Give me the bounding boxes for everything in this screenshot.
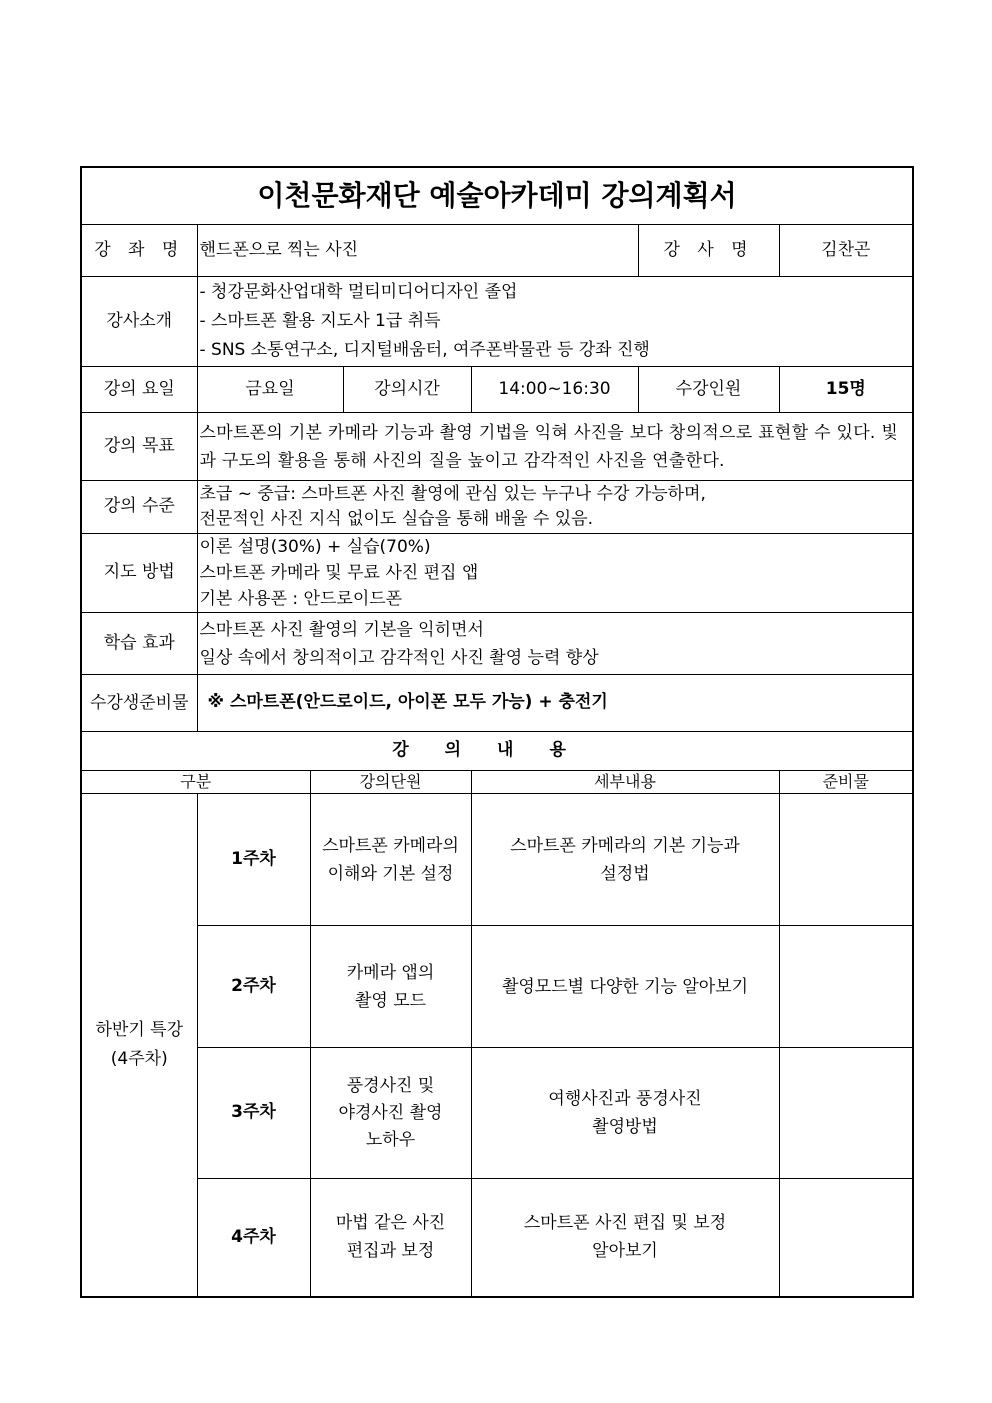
learning-effect-value <box>197 613 913 675</box>
week-materials <box>779 1048 913 1179</box>
effect-row <box>81 613 913 675</box>
week-row <box>81 1179 913 1297</box>
detail-line: 스마트폰 카메라의 기본 기능과 <box>510 835 740 856</box>
category-label: 하반기 특강 <box>95 1019 183 1040</box>
category-cell <box>81 794 197 1297</box>
learning-effect-label: 학습 효과 <box>81 613 197 675</box>
lecture-day-value: 금요일 <box>197 367 343 413</box>
level-line: 초급 ~ 중급: 스마트폰 사진 촬영에 관심 있는 누구나 수강 가능하며, <box>199 484 706 504</box>
intro-line: - 청강문화산업대학 멀티미디어디자인 졸업 <box>199 282 518 302</box>
effect-line: 스마트폰 사진 촬영의 기본을 익히면서 <box>199 619 484 640</box>
week-materials <box>779 794 913 926</box>
method-line: 스마트폰 카메라 및 무료 사진 편집 앱 <box>199 563 479 583</box>
unit-line: 마법 같은 사진 <box>335 1213 446 1234</box>
course-name-label: 강 좌 명 <box>81 225 197 277</box>
week-row <box>81 1048 913 1179</box>
detail-line: 촬영방법 <box>592 1117 658 1137</box>
lecture-plan-table <box>80 166 914 1298</box>
lecture-content-heading: 강의내용 <box>81 732 913 771</box>
detail-line: 촬영모드별 다양한 기능 알아보기 <box>501 976 749 997</box>
week-label: 4주차 <box>197 1179 310 1297</box>
week-detail <box>471 926 779 1048</box>
category-sub: (4주차) <box>110 1048 168 1069</box>
header-detail: 세부내용 <box>471 771 779 794</box>
unit-line: 카메라 앱의 <box>346 962 435 983</box>
method-row <box>81 534 913 613</box>
detail-line: 스마트폰 사진 편집 및 보정 <box>523 1213 727 1234</box>
week-label: 1주차 <box>197 794 310 926</box>
document-title: 이천문화재단 예술아카데미 강의계획서 <box>81 167 913 225</box>
level-line: 전문적인 사진 지식 없이도 실습을 통해 배울 수 있음. <box>199 509 593 529</box>
teaching-method-label: 지도 방법 <box>81 534 197 613</box>
week-unit <box>310 1048 471 1179</box>
prep-row <box>81 675 913 732</box>
method-line: 기본 사용폰 : 안드로이드폰 <box>199 589 403 609</box>
goal-row <box>81 413 913 481</box>
lecture-goal-label: 강의 목표 <box>81 413 197 481</box>
lecture-day-label: 강의 요일 <box>81 367 197 413</box>
detail-line: 여행사진과 풍경사진 <box>548 1089 702 1109</box>
header-materials: 준비물 <box>779 771 913 794</box>
lecture-level-label: 강의 수준 <box>81 481 197 534</box>
lecture-goal-value: 스마트폰의 기본 카메라 기능과 촬영 기법을 익혀 사진을 보다 창의적으로 표현할 수 있다. 빛과 구도의 활용을 통해 사진의 질을 높이고 감각적인 사진을 연출한다. <box>197 413 913 481</box>
lecture-time-label: 강의시간 <box>343 367 471 413</box>
instructor-value: 김찬곤 <box>779 225 913 277</box>
header-category: 구분 <box>81 771 310 794</box>
week-detail <box>471 1048 779 1179</box>
week-label: 3주차 <box>197 1048 310 1179</box>
schedule-row <box>81 367 913 413</box>
week-unit <box>310 1179 471 1297</box>
lecture-plan-document <box>80 166 912 1298</box>
unit-line: 노하우 <box>365 1129 416 1150</box>
intro-line: - 스마트폰 활용 지도사 1급 취득 <box>199 311 441 331</box>
unit-line: 이해와 기본 설정 <box>327 863 454 884</box>
lecture-level-value <box>197 481 913 534</box>
content-section-row <box>81 732 913 771</box>
unit-line: 야경사진 촬영 <box>338 1102 443 1123</box>
effect-line: 일상 속에서 창의적이고 감각적인 사진 촬영 능력 향상 <box>199 647 599 668</box>
title-row <box>81 167 913 225</box>
level-row <box>81 481 913 534</box>
week-detail <box>471 1179 779 1297</box>
week-unit <box>310 794 471 926</box>
week-row <box>81 794 913 926</box>
method-line: 이론 설명(30%) + 실습(70%) <box>199 537 431 557</box>
course-name-value: 핸드폰으로 찍는 사진 <box>197 225 638 277</box>
detail-line: 알아보기 <box>592 1241 658 1262</box>
week-unit <box>310 926 471 1048</box>
week-detail <box>471 794 779 926</box>
content-header-row <box>81 771 913 794</box>
week-label: 2주차 <box>197 926 310 1048</box>
unit-line: 풍경사진 및 <box>346 1075 435 1096</box>
instructor-intro-label: 강사소개 <box>81 277 197 367</box>
teaching-method-value <box>197 534 913 613</box>
unit-line: 스마트폰 카메라의 <box>322 835 459 856</box>
week-materials <box>779 1179 913 1297</box>
header-unit: 강의단원 <box>310 771 471 794</box>
instructor-intro-value <box>197 277 913 367</box>
student-prep-label: 수강생준비물 <box>81 675 197 732</box>
capacity-label: 수강인원 <box>638 367 779 413</box>
unit-line: 촬영 모드 <box>354 990 427 1011</box>
student-prep-value: ※ 스마트폰(안드로이드, 아이폰 모두 가능) + 충전기 <box>197 675 913 732</box>
course-name-row <box>81 225 913 277</box>
capacity-value: 15명 <box>779 367 913 413</box>
unit-line: 편집과 보정 <box>346 1241 435 1262</box>
week-row <box>81 926 913 1048</box>
lecture-time-value: 14:00~16:30 <box>471 367 638 413</box>
instructor-intro-row <box>81 277 913 367</box>
intro-line: - SNS 소통연구소, 디지털배움터, 여주폰박물관 등 강좌 진행 <box>199 340 650 360</box>
instructor-label: 강 사 명 <box>638 225 779 277</box>
detail-line: 설정법 <box>600 863 650 884</box>
week-materials <box>779 926 913 1048</box>
